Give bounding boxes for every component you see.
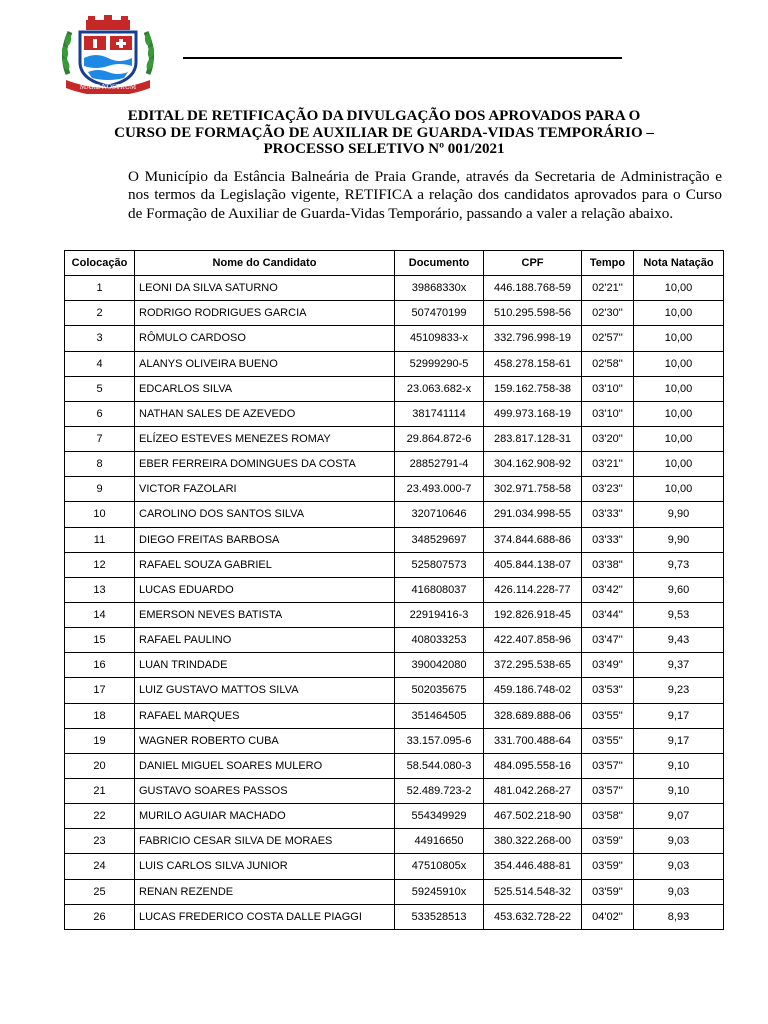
- cell-nome: RAFAEL PAULINO: [135, 628, 395, 653]
- cell-cpf: 192.826.918-45: [484, 602, 582, 627]
- table-row: [65, 477, 724, 502]
- cell-cpf: 481.042.268-27: [484, 778, 582, 803]
- cell-nota: 8,93: [634, 904, 724, 929]
- header-cpf: CPF: [484, 251, 582, 276]
- cell-nome: EBER FERREIRA DOMINGUES DA COSTA: [135, 452, 395, 477]
- header-nome: Nome do Candidato: [135, 251, 395, 276]
- cell-nome: LUIS CARLOS SILVA JUNIOR: [135, 854, 395, 879]
- table-row: [65, 376, 724, 401]
- table-row: [65, 904, 724, 929]
- cell-tempo: 03'38'': [582, 552, 634, 577]
- cell-documento: 525807573: [395, 552, 484, 577]
- cell-tempo: 03'59'': [582, 829, 634, 854]
- table-row: [65, 577, 724, 602]
- cell-documento: 44916650: [395, 829, 484, 854]
- table-row: [65, 602, 724, 627]
- cell-documento: 23.063.682-x: [395, 376, 484, 401]
- cell-nome: RAFAEL MARQUES: [135, 703, 395, 728]
- cell-colocacao: 3: [65, 326, 135, 351]
- cell-colocacao: 11: [65, 527, 135, 552]
- cell-documento: 33.157.095-6: [395, 728, 484, 753]
- cell-nome: ALANYS OLIVEIRA BUENO: [135, 351, 395, 376]
- cell-colocacao: 8: [65, 452, 135, 477]
- cell-documento: 351464505: [395, 703, 484, 728]
- cell-nome: DANIEL MIGUEL SOARES MULERO: [135, 753, 395, 778]
- cell-tempo: 04'02'': [582, 904, 634, 929]
- cell-nome: LUAN TRINDADE: [135, 653, 395, 678]
- cell-nome: CAROLINO DOS SANTOS SILVA: [135, 502, 395, 527]
- cell-documento: 39868330x: [395, 276, 484, 301]
- cell-tempo: 03'55'': [582, 703, 634, 728]
- cell-tempo: 03'47'': [582, 628, 634, 653]
- cell-nome: GUSTAVO SOARES PASSOS: [135, 778, 395, 803]
- cell-cpf: 304.162.908-92: [484, 452, 582, 477]
- cell-tempo: 02'21'': [582, 276, 634, 301]
- cell-colocacao: 22: [65, 804, 135, 829]
- cell-documento: 22919416-3: [395, 602, 484, 627]
- cell-documento: 320710646: [395, 502, 484, 527]
- table-row: [65, 326, 724, 351]
- cell-documento: 29.864.872-6: [395, 426, 484, 451]
- cell-colocacao: 5: [65, 376, 135, 401]
- municipal-crest-logo: [58, 14, 158, 94]
- cell-nota: 9,07: [634, 804, 724, 829]
- cell-nota: 9,37: [634, 653, 724, 678]
- cell-nome: LEONI DA SILVA SATURNO: [135, 276, 395, 301]
- cell-colocacao: 15: [65, 628, 135, 653]
- cell-documento: 416808037: [395, 577, 484, 602]
- cell-nota: 10,00: [634, 301, 724, 326]
- cell-tempo: 03'10'': [582, 376, 634, 401]
- cell-colocacao: 10: [65, 502, 135, 527]
- cell-cpf: 328.689.888-06: [484, 703, 582, 728]
- cell-nota: 9,53: [634, 602, 724, 627]
- table-row: [65, 426, 724, 451]
- table-row: [65, 678, 724, 703]
- header-rule: [183, 57, 622, 59]
- cell-nota: 9,73: [634, 552, 724, 577]
- cell-nota: 9,03: [634, 854, 724, 879]
- cell-nota: 10,00: [634, 351, 724, 376]
- cell-nota: 9,03: [634, 829, 724, 854]
- cell-colocacao: 21: [65, 778, 135, 803]
- cell-tempo: 02'30'': [582, 301, 634, 326]
- cell-cpf: 283.817.128-31: [484, 426, 582, 451]
- cell-documento: 47510805x: [395, 854, 484, 879]
- cell-nota: 9,43: [634, 628, 724, 653]
- cell-nota: 10,00: [634, 276, 724, 301]
- cell-tempo: 02'58'': [582, 351, 634, 376]
- cell-tempo: 03'59'': [582, 854, 634, 879]
- cell-documento: 28852791-4: [395, 452, 484, 477]
- cell-cpf: 426.114.228-77: [484, 577, 582, 602]
- cell-nome: EMERSON NEVES BATISTA: [135, 602, 395, 627]
- cell-nome: FABRICIO CESAR SILVA DE MORAES: [135, 829, 395, 854]
- cell-tempo: 03'58'': [582, 804, 634, 829]
- table-header-row: [65, 251, 724, 276]
- cell-nota: 9,17: [634, 703, 724, 728]
- cell-colocacao: 17: [65, 678, 135, 703]
- cell-documento: 381741114: [395, 401, 484, 426]
- cell-cpf: 459.186.748-02: [484, 678, 582, 703]
- cell-nota: 9,60: [634, 577, 724, 602]
- cell-colocacao: 24: [65, 854, 135, 879]
- cell-tempo: 03'55'': [582, 728, 634, 753]
- cell-tempo: 03'59'': [582, 879, 634, 904]
- cell-nota: 10,00: [634, 477, 724, 502]
- cell-tempo: 03'20'': [582, 426, 634, 451]
- table-row: [65, 829, 724, 854]
- cell-documento: 23.493.000-7: [395, 477, 484, 502]
- table-row: [65, 552, 724, 577]
- table-row: [65, 527, 724, 552]
- cell-cpf: 446.188.768-59: [484, 276, 582, 301]
- cell-cpf: 453.632.728-22: [484, 904, 582, 929]
- approved-candidates-table: [64, 250, 724, 930]
- table-row: [65, 452, 724, 477]
- cell-cpf: 467.502.218-90: [484, 804, 582, 829]
- cell-nota: 9,23: [634, 678, 724, 703]
- cell-nome: RODRIGO RODRIGUES GARCIA: [135, 301, 395, 326]
- cell-colocacao: 2: [65, 301, 135, 326]
- cell-tempo: 03'49'': [582, 653, 634, 678]
- cell-nota: 9,17: [634, 728, 724, 753]
- cell-cpf: 380.322.268-00: [484, 829, 582, 854]
- cell-documento: 554349929: [395, 804, 484, 829]
- cell-nome: LUCAS EDUARDO: [135, 577, 395, 602]
- intro-paragraph: O Município da Estância Balneária de Praia Grande, através da Secretaria de Administração e nos termos da Legislação vigente, RETIFICA a relação dos candidatos aprovados para o Curso de Formação de Auxiliar de Guarda-Vidas Temporário, passando a valer a relação abaixo.: [128, 168, 722, 222]
- cell-nome: DIEGO FREITAS BARBOSA: [135, 527, 395, 552]
- cell-cpf: 525.514.548-32: [484, 879, 582, 904]
- cell-documento: 533528513: [395, 904, 484, 929]
- cell-nota: 9,10: [634, 778, 724, 803]
- cell-tempo: 03'53'': [582, 678, 634, 703]
- table-row: [65, 628, 724, 653]
- cell-colocacao: 14: [65, 602, 135, 627]
- title-line-2: CURSO DE FORMAÇÃO DE AUXILIAR DE GUARDA-VIDAS TEMPORÁRIO –: [114, 124, 654, 141]
- cell-colocacao: 20: [65, 753, 135, 778]
- cell-tempo: 02'57'': [582, 326, 634, 351]
- cell-nome: VICTOR FAZOLARI: [135, 477, 395, 502]
- cell-nota: 9,03: [634, 879, 724, 904]
- cell-tempo: 03'33'': [582, 527, 634, 552]
- cell-colocacao: 9: [65, 477, 135, 502]
- cell-tempo: 03'42'': [582, 577, 634, 602]
- cell-colocacao: 1: [65, 276, 135, 301]
- cell-cpf: 302.971.758-58: [484, 477, 582, 502]
- cell-colocacao: 26: [65, 904, 135, 929]
- cell-cpf: 372.295.538-65: [484, 653, 582, 678]
- cell-nota: 10,00: [634, 326, 724, 351]
- cell-documento: 348529697: [395, 527, 484, 552]
- table-row: [65, 703, 724, 728]
- cell-cpf: 422.407.858-96: [484, 628, 582, 653]
- cell-documento: 52.489.723-2: [395, 778, 484, 803]
- header-documento: Documento: [395, 251, 484, 276]
- cell-colocacao: 6: [65, 401, 135, 426]
- cell-nome: LUCAS FREDERICO COSTA DALLE PIAGGI: [135, 904, 395, 929]
- cell-colocacao: 4: [65, 351, 135, 376]
- table-row: [65, 351, 724, 376]
- cell-colocacao: 7: [65, 426, 135, 451]
- cell-colocacao: 25: [65, 879, 135, 904]
- cell-colocacao: 18: [65, 703, 135, 728]
- cell-colocacao: 13: [65, 577, 135, 602]
- cell-tempo: 03'33'': [582, 502, 634, 527]
- cell-tempo: 03'21'': [582, 452, 634, 477]
- cell-nome: LUIZ GUSTAVO MATTOS SILVA: [135, 678, 395, 703]
- cell-cpf: 374.844.688-86: [484, 527, 582, 552]
- table-row: [65, 502, 724, 527]
- cell-tempo: 03'10'': [582, 401, 634, 426]
- table-row: [65, 301, 724, 326]
- cell-cpf: 499.973.168-19: [484, 401, 582, 426]
- cell-colocacao: 23: [65, 829, 135, 854]
- title-line-1: EDITAL DE RETIFICAÇÃO DA DIVULGAÇÃO DOS APROVADOS PARA O: [127, 108, 641, 124]
- cell-documento: 45109833-x: [395, 326, 484, 351]
- cell-colocacao: 16: [65, 653, 135, 678]
- cell-documento: 58.544.080-3: [395, 753, 484, 778]
- cell-colocacao: 12: [65, 552, 135, 577]
- cell-nome: WAGNER ROBERTO CUBA: [135, 728, 395, 753]
- cell-nome: EDCARLOS SILVA: [135, 376, 395, 401]
- table-row: [65, 276, 724, 301]
- cell-nota: 10,00: [634, 426, 724, 451]
- cell-nota: 10,00: [634, 452, 724, 477]
- cell-colocacao: 19: [65, 728, 135, 753]
- header-tempo: Tempo: [582, 251, 634, 276]
- title-line-3: PROCESSO SELETIVO Nº 001/2021: [263, 141, 505, 157]
- cell-nome: RÔMULO CARDOSO: [135, 326, 395, 351]
- cell-cpf: 332.796.998-19: [484, 326, 582, 351]
- cell-documento: 390042080: [395, 653, 484, 678]
- cell-cpf: 484.095.558-16: [484, 753, 582, 778]
- table-row: [65, 401, 724, 426]
- table-row: [65, 879, 724, 904]
- cell-nota: 10,00: [634, 401, 724, 426]
- cell-cpf: 510.295.598-56: [484, 301, 582, 326]
- crest-motto: MARE NOSTRUM: [79, 83, 137, 91]
- table-row: [65, 753, 724, 778]
- cell-documento: 502035675: [395, 678, 484, 703]
- document-title: [100, 108, 668, 158]
- table-row: [65, 854, 724, 879]
- cell-cpf: 405.844.138-07: [484, 552, 582, 577]
- cell-documento: 52999290-5: [395, 351, 484, 376]
- table-row: [65, 653, 724, 678]
- cell-nome: RENAN REZENDE: [135, 879, 395, 904]
- cell-documento: 507470199: [395, 301, 484, 326]
- cell-nota: 9,90: [634, 527, 724, 552]
- cell-cpf: 354.446.488-81: [484, 854, 582, 879]
- cell-tempo: 03'57'': [582, 778, 634, 803]
- cell-tempo: 03'44'': [582, 602, 634, 627]
- table-row: [65, 778, 724, 803]
- cell-cpf: 331.700.488-64: [484, 728, 582, 753]
- table-row: [65, 804, 724, 829]
- cell-documento: 59245910x: [395, 879, 484, 904]
- cell-nome: MURILO AGUIAR MACHADO: [135, 804, 395, 829]
- cell-tempo: 03'23'': [582, 477, 634, 502]
- cell-cpf: 291.034.998-55: [484, 502, 582, 527]
- cell-nota: 9,10: [634, 753, 724, 778]
- cell-cpf: 458.278.158-61: [484, 351, 582, 376]
- cell-nome: RAFAEL SOUZA GABRIEL: [135, 552, 395, 577]
- table-row: [65, 728, 724, 753]
- cell-cpf: 159.162.758-38: [484, 376, 582, 401]
- cell-nota: 10,00: [634, 376, 724, 401]
- cell-nome: ELÍZEO ESTEVES MENEZES ROMAY: [135, 426, 395, 451]
- cell-documento: 408033253: [395, 628, 484, 653]
- cell-nota: 9,90: [634, 502, 724, 527]
- cell-tempo: 03'57'': [582, 753, 634, 778]
- header-colocacao: Colocação: [65, 251, 135, 276]
- header-nota: Nota Natação: [634, 251, 724, 276]
- cell-nome: NATHAN SALES DE AZEVEDO: [135, 401, 395, 426]
